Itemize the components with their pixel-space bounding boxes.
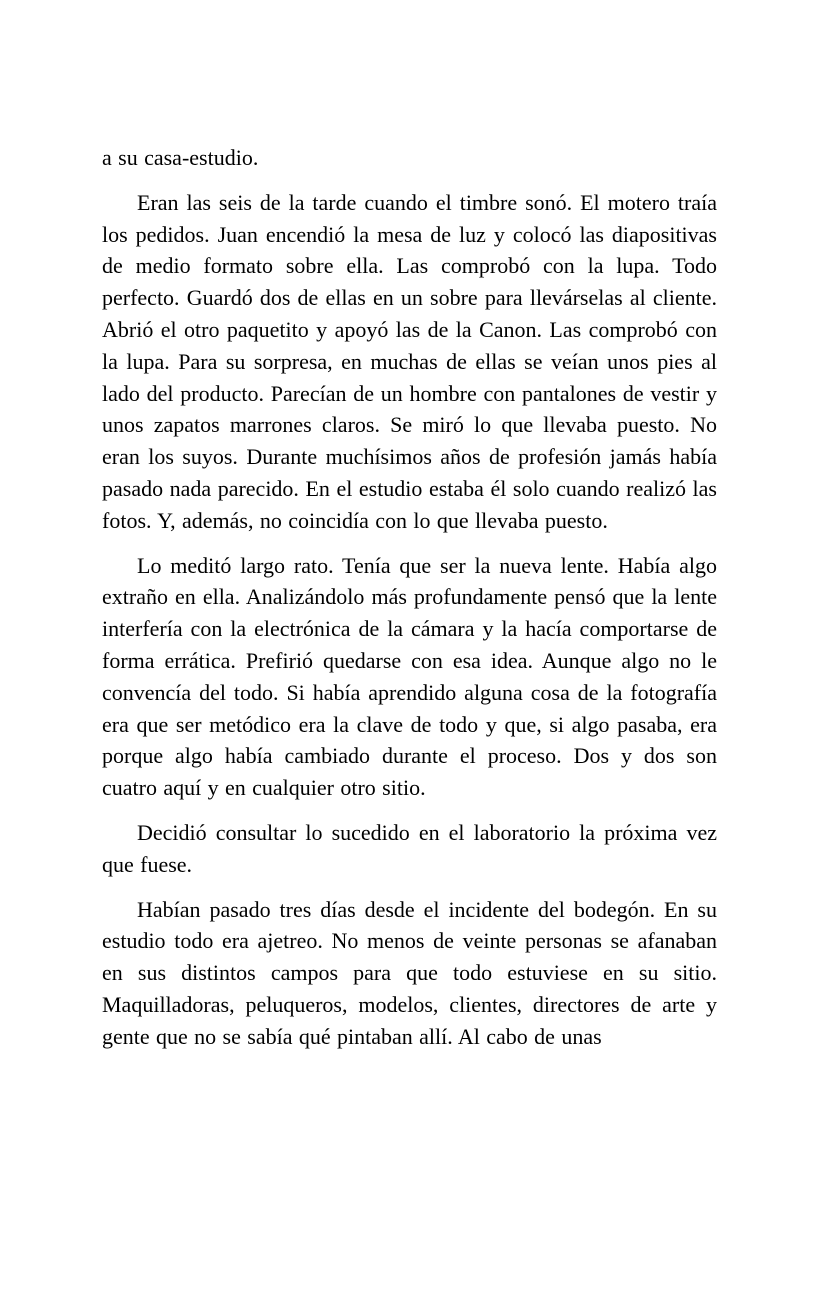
- paragraph: Lo meditó largo rato. Tenía que ser la nueva lente. Había algo extraño en ella. Analizándolo más profundamente pensó que la lente interfería con la electrónica de la cámara y la hacía comportarse de forma errática. Prefirió quedarse con esa idea. Aunque algo no le convencía del todo. Si había aprendido alguna cosa de la fotografía era que ser metódico era la clave de todo y que, si algo pasaba, era porque algo había cambiado durante el proceso. Dos y dos son cuatro aquí y en cualquier otro sitio.: [102, 552, 717, 801]
- paragraph: Decidió consultar lo sucedido en el laboratorio la próxima vez que fuese.: [102, 819, 717, 877]
- paragraph-continuation: a su casa-estudio.: [102, 145, 259, 170]
- paragraph: Habían pasado tres días desde el incidente del bodegón. En su estudio todo era ajetreo. No menos de veinte personas se afanaban en sus distintos campos para que todo estuviese en su sitio. Maquilladoras, peluqueros, modelos, clientes, directores de arte y gente que no se sabía qué pintaban allí. Al cabo de unas: [102, 896, 717, 1049]
- paragraph: Eran las seis de la tarde cuando el timbre sonó. El motero traía los pedidos. Juan encendió la mesa de luz y colocó las diapositivas de medio formato sobre ella. Las comprobó con la lupa. Todo perfecto. Guardó dos de ellas en un sobre para llevárselas al cliente. Abrió el otro paquetito y apoyó las de la Canon. Las comprobó con la lupa. Para su sorpresa, en muchas de ellas se veían unos pies al lado del producto. Parecían de un hombre con pantalones de vestir y unos zapatos marrones claros. Se miró lo que llevaba puesto. No eran los suyos. Durante muchísimos años de profesión jamás había pasado nada parecido. En el estudio estaba él solo cuando realizó las fotos. Y, además, no coincidía con lo que llevaba puesto.: [102, 189, 717, 533]
